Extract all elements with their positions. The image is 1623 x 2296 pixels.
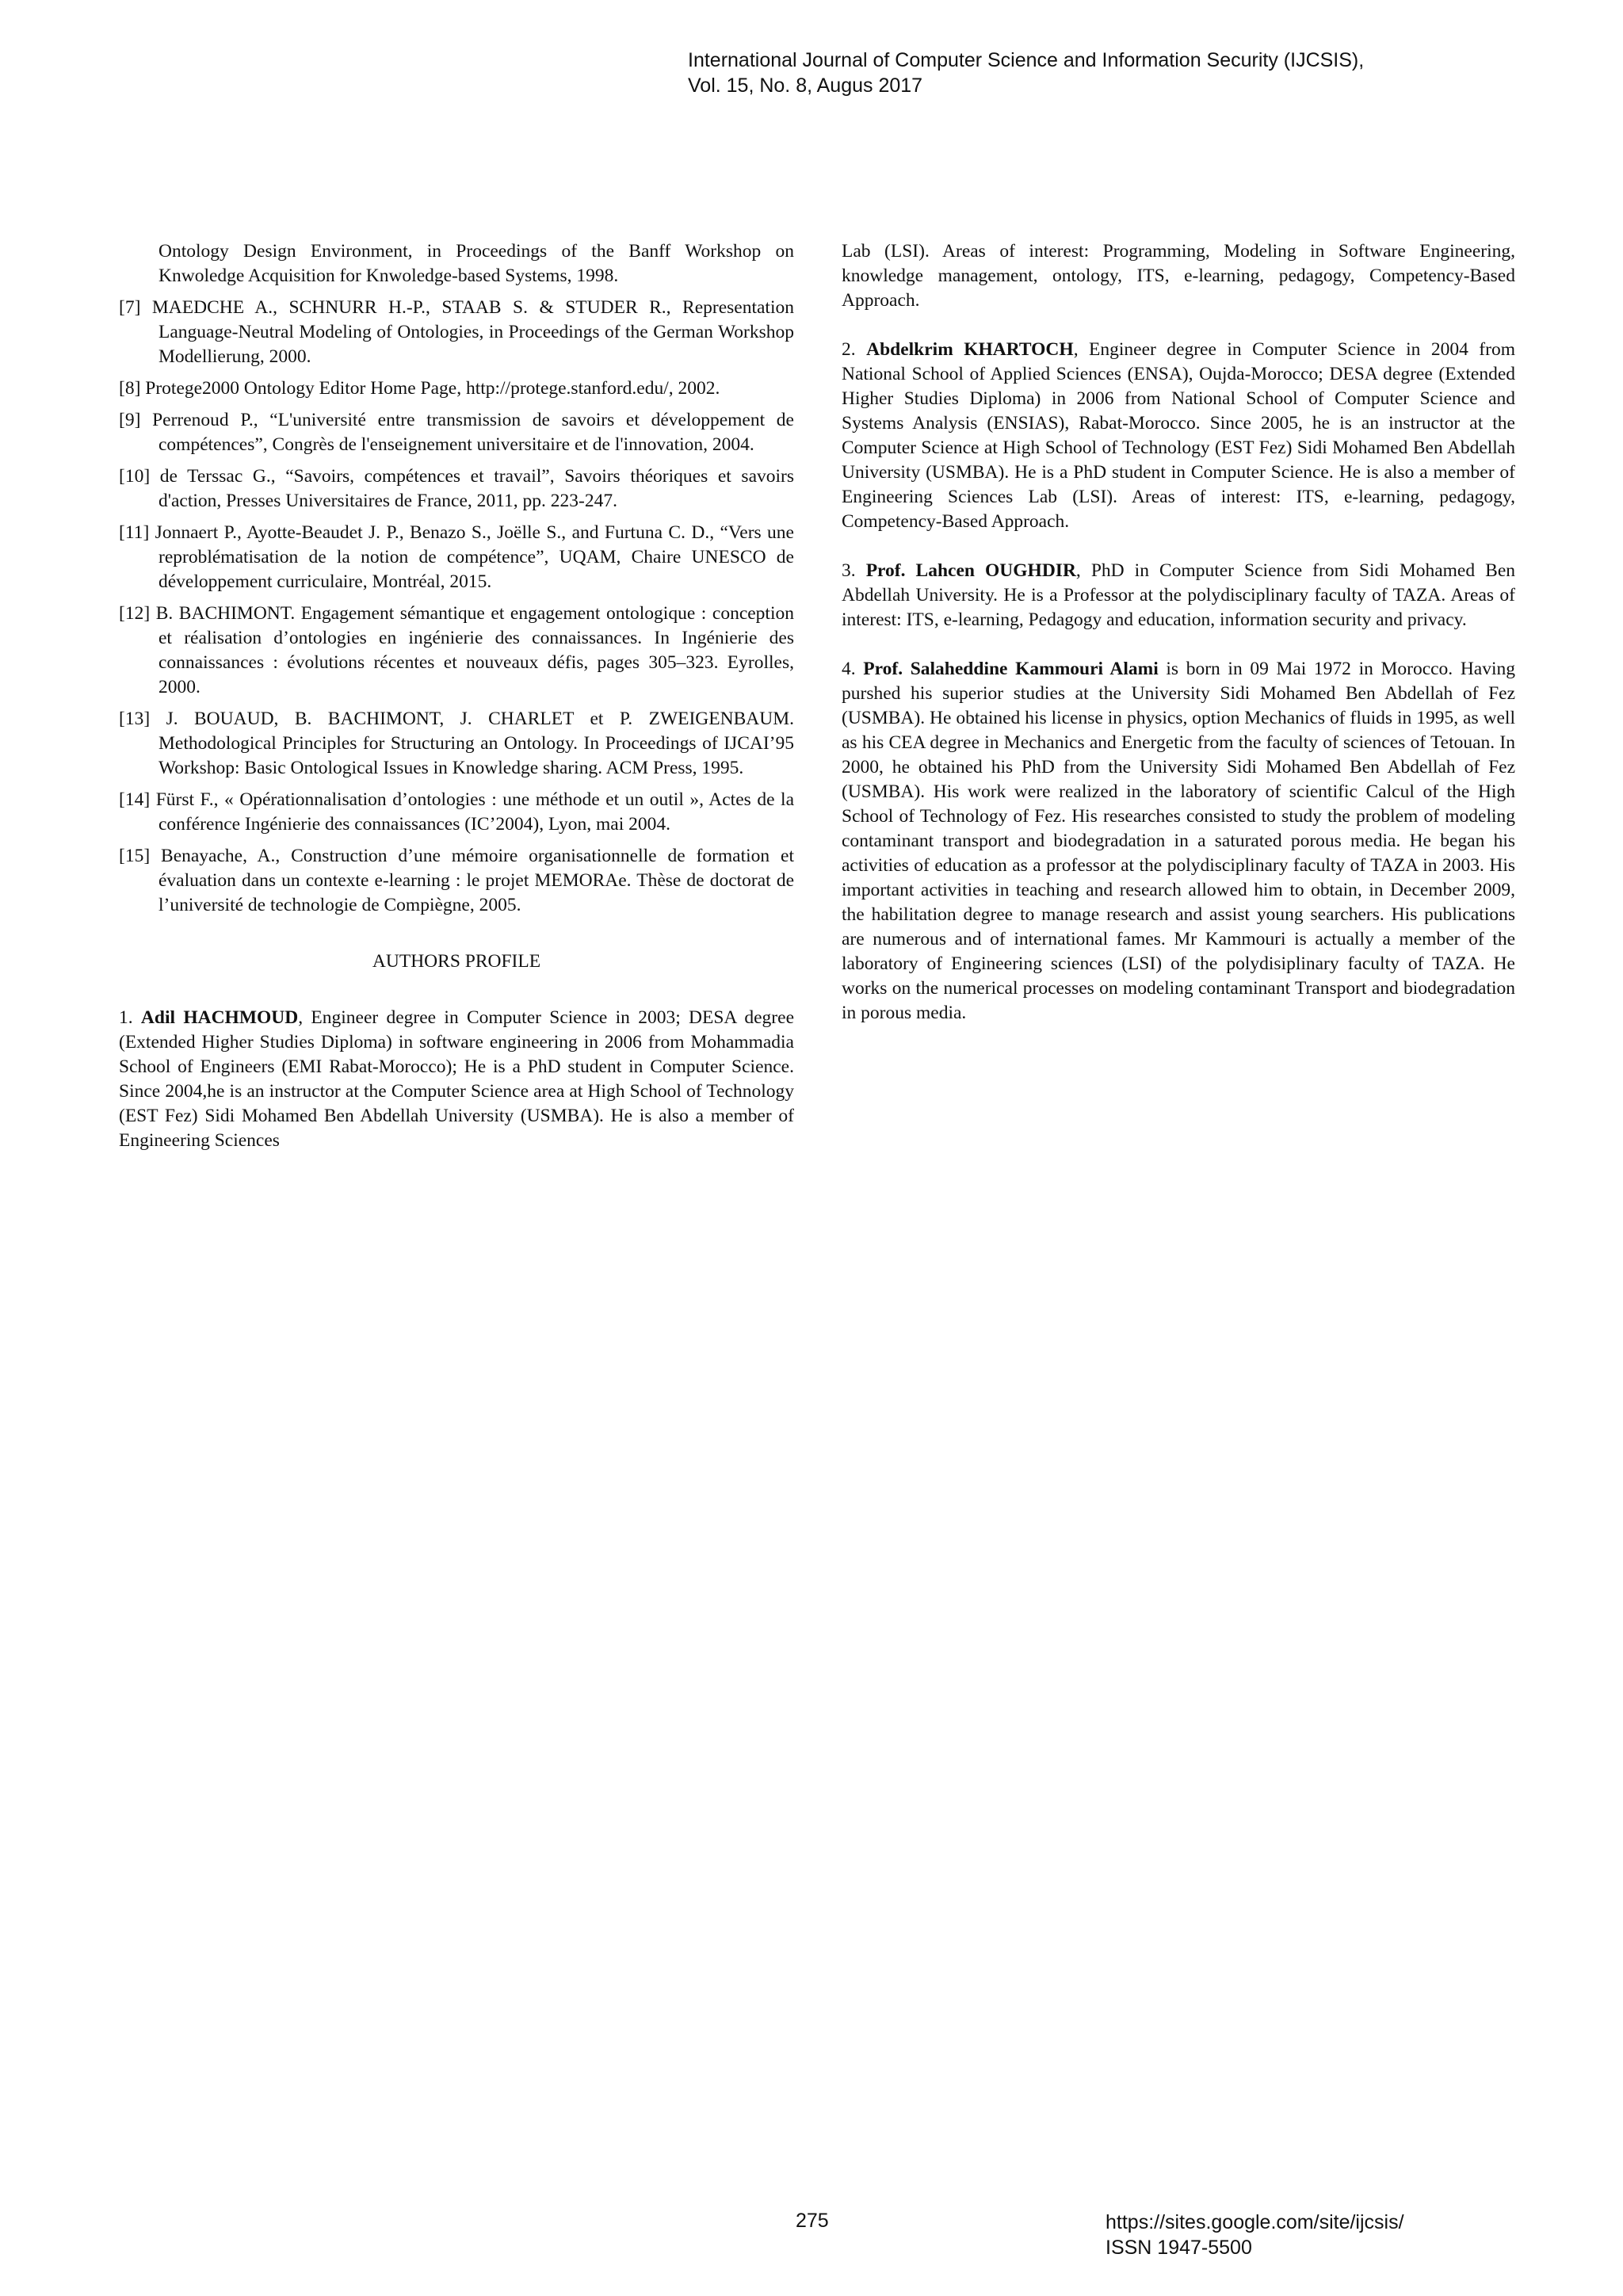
reference-12: [12] B. BACHIMONT. Engagement sémantique et engagement ontologique : conception et réalisation d’ontologies en ingénierie des connaissances. In Ingénierie des connaissances : évolutions récentes et nouveaux défis, pages 305–323. Eyrolles, 2000. <box>119 603 794 697</box>
reference-continuation: Ontology Design Environment, in Proceedings of the Banff Workshop on Knwoledge Acquisition for Knwoledge-based Systems, 1998. <box>158 241 794 286</box>
author-bio: is born in 09 Mai 1972 in Morocco. Having purshed his superior studies at the University Sidi Mohamed Ben Abdellah of Fez (USMBA). He obtained his license in physics, option Mechanics of fluids in 1995, as well as his CEA degree in Mechanics and Energetic from the faculty of sciences of Tetouan. In 2000, he obtained his PhD from the University Sidi Mohamed Ben Abdellah of Fez (USMBA). His work were realized in the laboratory of scientific Calcul of the High School of Technology of Fez. His researches consisted to study the problem of modeling contaminant transport and biodegradation in a saturated porous media. He began his activities of education as a professor at the polydisciplinary faculty of TAZA in 2003. His important activities in teaching and research allowed him to obtain, in December 2009, the habilitation degree to manage research and assist young searchers. His publications are numerous and of international fames. Mr Kammouri is actually a member of the laboratory of Engineering sciences (LSI) of the polydisiplinary faculty of TAZA. He works on the numerical processes on modeling contaminant Transport and biodegradation in porous media. <box>842 659 1515 1023</box>
reference-15: [15] Benayache, A., Construction d’une mémoire organisationnelle de formation et évaluation dans un contexte e-learning : le projet MEMORAe. Thèse de doctorat de l’université de technologie de Compiègne, 2005. <box>119 846 794 915</box>
footer-info <box>1106 2210 1404 2260</box>
page-number: 275 <box>796 2210 829 2232</box>
right-column <box>842 239 1515 1050</box>
journal-volume-line: Vol. 15, No. 8, Augus 2017 <box>688 74 923 97</box>
author-number: 3. <box>842 560 856 581</box>
issn: ISSN 1947-5500 <box>1106 2237 1252 2259</box>
author-name: Prof. Lahcen OUGHDIR <box>865 560 1076 581</box>
author-number: 2. <box>842 339 856 360</box>
author-bio: , PhD in Computer Science from Sidi Mohamed Ben Abdellah University. He is a Professor at the polydisciplinary faculty of TAZA. Areas of interest: ITS, e-learning, Pedagogy and education, information security and privacy. <box>842 560 1516 630</box>
authors-profile-heading: AUTHORS PROFILE <box>372 951 541 972</box>
journal-title-line: International Journal of Computer Science and Information Security (IJCSIS), <box>688 49 1365 71</box>
author-name: Prof. Salaheddine Kammouri Alami <box>863 659 1159 679</box>
reference-10: [10] de Terssac G., “Savoirs, compétences et travail”, Savoirs théoriques et savoirs d'action, Presses Universitaires de France, 2011, pp. 223-247. <box>119 466 794 511</box>
author-number: 4. <box>842 659 856 679</box>
reference-7: [7] MAEDCHE A., SCHNURR H.-P., STAAB S. & STUDER R., Representation Language-Neutral Modeling of Ontologies, in Proceedings of the German Workshop Modellierung, 2000. <box>119 297 794 367</box>
reference-9: [9] Perrenoud P., “L'université entre transmission de savoirs et développement de compétences”, Congrès de l'enseignement universitaire et de l'innovation, 2004. <box>119 410 794 455</box>
author-1-profile-continued: Lab (LSI). Areas of interest: Programming, Modeling in Software Engineering, knowledge management, ontology, ITS, e-learning, pedagogy, Competency-Based Approach. <box>842 241 1515 311</box>
author-4-profile <box>842 657 1515 1026</box>
journal-header <box>688 48 1364 98</box>
journal-url: https://sites.google.com/site/ijcsis/ <box>1106 2211 1404 2233</box>
author-number: 1. <box>119 1007 133 1028</box>
reference-8: [8] Protege2000 Ontology Editor Home Page, http://protege.stanford.edu/, 2002. <box>119 378 720 399</box>
author-3-profile <box>842 559 1515 632</box>
left-column <box>119 239 794 1178</box>
author-bio: , Engineer degree in Computer Science in 2004 from National School of Applied Sciences (ENSA), Oujda-Morocco; DESA degree (Extended Higher Studies Diploma) in 2006 from National School of Computer Science and Systems Analysis (ENSIAS), Rabat-Morocco. Since 2005, he is an instructor at the Computer Science at High School of Technology (EST Fez) Sidi Mohamed Ben Abdellah University (USMBA). He is a PhD student in Computer Science. He is also a member of Engineering Sciences Lab (LSI). Areas of interest: ITS, e-learning, pedagogy, Competency-Based Approach. <box>842 339 1515 532</box>
author-2-profile <box>842 338 1515 534</box>
author-1-profile <box>119 1006 794 1153</box>
reference-14: [14] Fürst F., « Opérationnalisation d’ontologies : une méthode et un outil », Actes de la conférence Ingénierie des connaissances (IC’2004), Lyon, mai 2004. <box>119 789 794 835</box>
author-name: Adil HACHMOUD <box>140 1007 299 1028</box>
reference-13: [13] J. BOUAUD, B. BACHIMONT, J. CHARLET et P. ZWEIGENBAUM. Methodological Principles for Structuring an Ontology. In Proceedings of IJCAI’95 Workshop: Basic Ontological Issues in Knowledge sharing. ACM Press, 1995. <box>119 709 794 778</box>
reference-11: [11] Jonnaert P., Ayotte-Beaudet J. P., Benazo S., Joëlle S., and Furtuna C. D., “Vers une reproblématisation de la notion de compétence”, UQAM, Chaire UNESCO de développement curriculaire, Montréal, 2015. <box>119 522 794 592</box>
author-name: Abdelkrim KHARTOCH <box>866 339 1074 360</box>
author-bio: , Engineer degree in Computer Science in 2003; DESA degree (Extended Higher Studies Diploma) in software engineering in 2006 from Mohammadia School of Engineers (EMI Rabat-Morocco); He is a PhD student in Computer Science. Since 2004,he is an instructor at the Computer Science area at High School of Technology (EST Fez) Sidi Mohamed Ben Abdellah University (USMBA). He is also a member of Engineering Sciences <box>119 1007 794 1151</box>
